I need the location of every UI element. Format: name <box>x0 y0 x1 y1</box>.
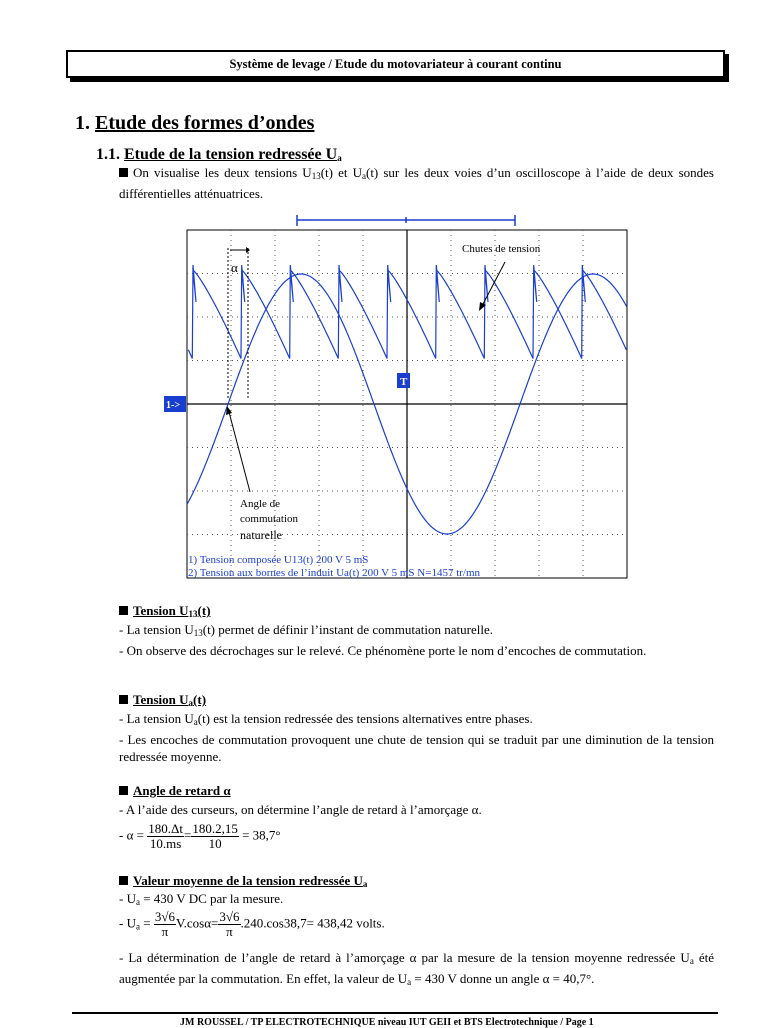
mean-conclusion: - La détermination de l’angle de retard à l’amorçage α par la mesure de la tension moyenne redressée $U_a$ été augmentée par la commutation. En effet, la valeur de $U_a = 430$ V donne un angle α = 40,7°. <box>119 950 714 987</box>
bullet-square-icon <box>119 876 128 885</box>
voltage-drops-label: Chutes de tension <box>462 243 541 255</box>
oscilloscope-capture <box>160 210 650 605</box>
intro-paragraph: On visualise les deux tensions $U_{13}(t)$ et $U_a(t)$ sur les deux voies d’un oscilloscope à l’aide de deux sondes différentielles atténuatrices. <box>119 165 714 201</box>
angle-label-line1: Angle de <box>240 498 281 510</box>
subsection-number: 1.1. <box>96 146 120 163</box>
cursor-bracket <box>297 215 515 226</box>
alpha-formula: - α = $\frac{180.\Delta t}{10.ms}$ = $\frac{180.2,15}{10}$ = 38,7° <box>119 821 281 851</box>
section-title: Etude des formes d’ondes <box>95 112 315 134</box>
svg-text:1->: 1-> <box>166 400 181 411</box>
bullet-square-icon <box>119 695 128 704</box>
section-heading-1-1 <box>96 146 342 164</box>
mean-formula: - $U_a$ = $\frac{3√6}{\pi}$ V.cosα= $\frac{3√6}{\pi}$ .240.cos38,7= 438,42 volts. <box>119 909 385 939</box>
ua-paragraph: - La tension $U_a(t)$ est la tension redressée des tensions alternatives entre phases. - Les encoches de commutation provoquent une chute de tension qui se traduit par une diminution de la tension redressée moyenne. <box>119 711 714 764</box>
scope-legend-1: 1) Tension composée U13(t) 200 V 5 mS <box>188 554 369 566</box>
bullet-square-icon <box>119 606 128 615</box>
footer-rule <box>72 1012 718 1014</box>
u13-paragraph: - La tension $U_{13}(t)$ permet de définir l’instant de commutation naturelle. - On observe des décrochages sur le relevé. Ce phénomène porte le nom d’encoches de commutation. <box>119 622 647 658</box>
ua-heading: Tension $U_a(t)$ <box>119 692 206 708</box>
subsection-title: Etude de la tension redressée $U_a$ <box>124 146 342 163</box>
mean-voltage-heading: Valeur moyenne de la tension redressée $U_a$ <box>119 873 367 889</box>
page-footer: JM ROUSSEL / TP ELECTROTECHNIQUE niveau IUT GEII et BTS Electrotechnique / Page 1 <box>180 1017 594 1028</box>
angle-label-line3: naturelle <box>240 528 282 542</box>
section-heading-1 <box>75 112 314 135</box>
mean-measure-line: - $U_a = 430$ V DC par la mesure. <box>119 891 284 907</box>
alpha-heading: Angle de retard α <box>119 783 231 799</box>
alpha-label: α <box>231 260 238 275</box>
bullet-square-icon <box>119 786 128 795</box>
alpha-paragraph: - A l’aide des curseurs, on détermine l’angle de retard à l’amorçage α. <box>119 802 482 817</box>
section-number: 1. <box>75 112 90 134</box>
angle-label-line2: commutation <box>240 513 299 525</box>
u13-heading: Tension $U_{13}(t)$ <box>119 603 211 619</box>
document-header: Système de levage / Etude du motovariateur à courant continu <box>66 50 725 78</box>
bullet-square-icon <box>119 168 128 177</box>
svg-text:T: T <box>400 376 408 388</box>
scope-legend-2: 2) Tension aux bornes de l’induit Ua(t) 200 V 5 mS N=1457 tr/mn <box>188 567 481 579</box>
